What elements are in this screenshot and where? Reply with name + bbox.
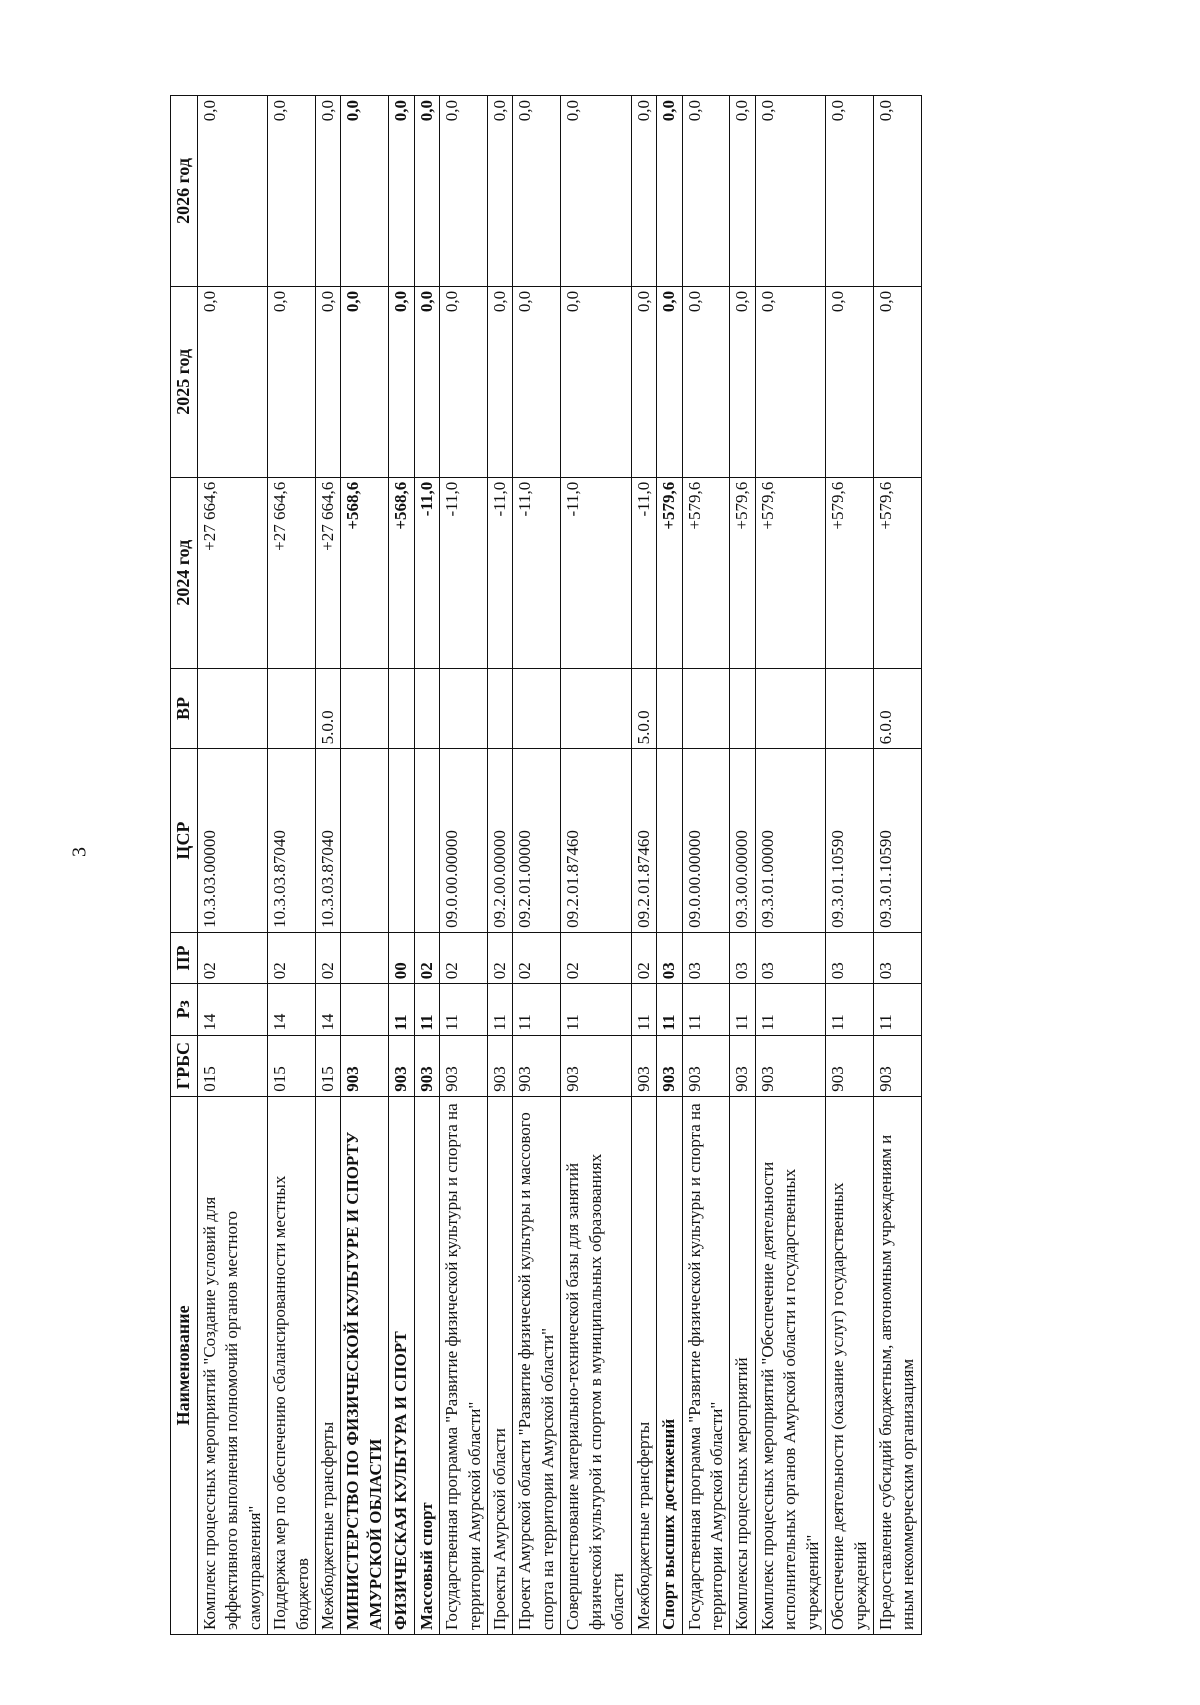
cell-rz: 11 xyxy=(631,984,656,1035)
cell-vr xyxy=(197,668,267,749)
cell-name: Спорт высших достижений xyxy=(657,1096,682,1634)
cell-grbs: 903 xyxy=(440,1035,488,1096)
cell-csr xyxy=(414,749,439,933)
cell-pr: 03 xyxy=(755,932,825,983)
table-row xyxy=(440,96,488,1635)
cell-name: Комплекс процессных мероприятий "Обеспечение деятельности исполнительных органов Амурской области и государственных учреждений" xyxy=(755,1096,825,1634)
cell-csr xyxy=(389,749,414,933)
table-row xyxy=(513,96,561,1635)
cell-2025: 0,0 xyxy=(440,286,488,477)
cell-name: ФИЗИЧЕСКАЯ КУЛЬТУРА И СПОРТ xyxy=(389,1096,414,1634)
cell-2026: 0,0 xyxy=(561,96,631,287)
cell-2026: 0,0 xyxy=(730,96,755,287)
table-row xyxy=(755,96,825,1635)
cell-2024: -11,0 xyxy=(440,477,488,668)
cell-2024: +579,6 xyxy=(730,477,755,668)
cell-2025: 0,0 xyxy=(657,286,682,477)
cell-pr: 02 xyxy=(631,932,656,983)
cell-vr xyxy=(488,668,513,749)
cell-name: Проект Амурской области "Развитие физической культуры и массового спорта на территории Амурской области" xyxy=(513,1096,561,1634)
cell-2024: -11,0 xyxy=(561,477,631,668)
header-grbs: ГРБС xyxy=(171,1035,198,1096)
cell-2026: 0,0 xyxy=(682,96,730,287)
rotated-page-content xyxy=(170,95,1050,1635)
cell-2025: 0,0 xyxy=(561,286,631,477)
cell-2025: 0,0 xyxy=(755,286,825,477)
cell-2024: +579,6 xyxy=(755,477,825,668)
header-name: Наименование xyxy=(171,1096,198,1634)
cell-csr xyxy=(657,749,682,933)
cell-grbs: 903 xyxy=(874,1035,922,1096)
cell-pr: 02 xyxy=(561,932,631,983)
table-row xyxy=(414,96,439,1635)
cell-rz: 11 xyxy=(414,984,439,1035)
cell-2024: +27 664,6 xyxy=(268,477,316,668)
cell-2024: +579,6 xyxy=(682,477,730,668)
cell-rz: 11 xyxy=(826,984,874,1035)
cell-rz: 11 xyxy=(561,984,631,1035)
cell-vr: 5.0.0 xyxy=(315,668,340,749)
cell-rz: 11 xyxy=(488,984,513,1035)
cell-pr: 02 xyxy=(197,932,267,983)
cell-grbs: 015 xyxy=(315,1035,340,1096)
cell-2025: 0,0 xyxy=(341,286,389,477)
cell-2024: +27 664,6 xyxy=(197,477,267,668)
cell-csr: 10.3.03.87040 xyxy=(268,749,316,933)
cell-grbs: 903 xyxy=(657,1035,682,1096)
cell-pr: 02 xyxy=(315,932,340,983)
header-2024: 2024 год xyxy=(171,477,198,668)
cell-2025: 0,0 xyxy=(389,286,414,477)
cell-vr xyxy=(561,668,631,749)
cell-grbs: 015 xyxy=(268,1035,316,1096)
cell-2026: 0,0 xyxy=(755,96,825,287)
table-row xyxy=(315,96,340,1635)
table-row xyxy=(730,96,755,1635)
cell-grbs: 903 xyxy=(631,1035,656,1096)
cell-rz: 14 xyxy=(197,984,267,1035)
cell-grbs: 903 xyxy=(341,1035,389,1096)
cell-2026: 0,0 xyxy=(513,96,561,287)
cell-rz: 11 xyxy=(657,984,682,1035)
cell-2025: 0,0 xyxy=(513,286,561,477)
cell-name: Предоставление субсидий бюджетным, автономным учреждениям и иным некоммерческим организациям xyxy=(874,1096,922,1634)
cell-2026: 0,0 xyxy=(315,96,340,287)
cell-pr xyxy=(341,932,389,983)
cell-rz: 11 xyxy=(389,984,414,1035)
table-row xyxy=(268,96,316,1635)
cell-vr xyxy=(730,668,755,749)
cell-csr: 09.3.01.10590 xyxy=(874,749,922,933)
cell-2025: 0,0 xyxy=(268,286,316,477)
cell-name: МИНИСТЕРСТВО ПО ФИЗИЧЕСКОЙ КУЛЬТУРЕ И СПОРТУ АМУРСКОЙ ОБЛАСТИ xyxy=(341,1096,389,1634)
cell-grbs: 903 xyxy=(755,1035,825,1096)
cell-rz xyxy=(341,984,389,1035)
cell-grbs: 903 xyxy=(414,1035,439,1096)
cell-csr: 09.2.01.00000 xyxy=(513,749,561,933)
cell-2025: 0,0 xyxy=(874,286,922,477)
cell-2024: -11,0 xyxy=(513,477,561,668)
header-2025: 2025 год xyxy=(171,286,198,477)
cell-pr: 00 xyxy=(389,932,414,983)
table-header-row xyxy=(171,96,198,1635)
cell-grbs: 903 xyxy=(513,1035,561,1096)
cell-name: Поддержка мер по обеспечению сбалансированности местных бюджетов xyxy=(268,1096,316,1634)
cell-pr: 03 xyxy=(682,932,730,983)
cell-name: Государственная программа "Развитие физической культуры и спорта на территории Амурской области" xyxy=(440,1096,488,1634)
cell-pr: 02 xyxy=(440,932,488,983)
cell-vr xyxy=(268,668,316,749)
cell-grbs: 903 xyxy=(488,1035,513,1096)
cell-2026: 0,0 xyxy=(197,96,267,287)
cell-name: Комплексы процессных мероприятий xyxy=(730,1096,755,1634)
cell-vr xyxy=(341,668,389,749)
header-pr: ПР xyxy=(171,932,198,983)
cell-vr xyxy=(414,668,439,749)
cell-name: Проекты Амурской области xyxy=(488,1096,513,1634)
table-row xyxy=(657,96,682,1635)
cell-rz: 11 xyxy=(874,984,922,1035)
table-row xyxy=(874,96,922,1635)
cell-2026: 0,0 xyxy=(488,96,513,287)
cell-csr: 10.3.03.00000 xyxy=(197,749,267,933)
header-csr: ЦСР xyxy=(171,749,198,933)
cell-2025: 0,0 xyxy=(826,286,874,477)
cell-2025: 0,0 xyxy=(682,286,730,477)
cell-pr: 03 xyxy=(657,932,682,983)
cell-csr xyxy=(341,749,389,933)
cell-2026: 0,0 xyxy=(414,96,439,287)
cell-pr: 02 xyxy=(268,932,316,983)
cell-rz: 11 xyxy=(755,984,825,1035)
cell-vr xyxy=(826,668,874,749)
cell-2026: 0,0 xyxy=(389,96,414,287)
cell-rz: 11 xyxy=(682,984,730,1035)
cell-pr: 02 xyxy=(513,932,561,983)
cell-2026: 0,0 xyxy=(440,96,488,287)
cell-vr xyxy=(513,668,561,749)
cell-rz: 14 xyxy=(268,984,316,1035)
cell-csr: 10.3.03.87040 xyxy=(315,749,340,933)
table-row xyxy=(488,96,513,1635)
cell-2025: 0,0 xyxy=(730,286,755,477)
table-row xyxy=(631,96,656,1635)
cell-2024: +579,6 xyxy=(874,477,922,668)
cell-name: Комплекс процессных мероприятий "Создание условий для эффективного выполнения полномочий органов местного самоуправления" xyxy=(197,1096,267,1634)
cell-name: Совершенствование материально-технической базы для занятий физической культурой и спортом в муниципальных образованиях области xyxy=(561,1096,631,1634)
cell-vr xyxy=(389,668,414,749)
cell-2024: -11,0 xyxy=(414,477,439,668)
cell-grbs: 903 xyxy=(561,1035,631,1096)
cell-2026: 0,0 xyxy=(341,96,389,287)
cell-pr: 03 xyxy=(874,932,922,983)
cell-2025: 0,0 xyxy=(631,286,656,477)
cell-2025: 0,0 xyxy=(197,286,267,477)
cell-name: Государственная программа "Развитие физической культуры и спорта на территории Амурской области" xyxy=(682,1096,730,1634)
cell-rz: 11 xyxy=(440,984,488,1035)
cell-2026: 0,0 xyxy=(268,96,316,287)
cell-csr: 09.2.01.87460 xyxy=(631,749,656,933)
cell-2024: +579,6 xyxy=(657,477,682,668)
cell-name: Обеспечение деятельности (оказание услуг) государственных учреждений xyxy=(826,1096,874,1634)
page-number: 3 xyxy=(68,847,91,857)
budget-table xyxy=(170,95,922,1635)
header-2026: 2026 год xyxy=(171,96,198,287)
cell-vr xyxy=(440,668,488,749)
cell-2026: 0,0 xyxy=(631,96,656,287)
cell-2026: 0,0 xyxy=(826,96,874,287)
cell-2024: +568,6 xyxy=(341,477,389,668)
cell-grbs: 903 xyxy=(826,1035,874,1096)
cell-vr xyxy=(682,668,730,749)
cell-2025: 0,0 xyxy=(414,286,439,477)
cell-name: Межбюджетные трансферты xyxy=(631,1096,656,1634)
cell-2024: -11,0 xyxy=(488,477,513,668)
table-row xyxy=(389,96,414,1635)
cell-vr: 5.0.0 xyxy=(631,668,656,749)
cell-2026: 0,0 xyxy=(874,96,922,287)
cell-grbs: 903 xyxy=(730,1035,755,1096)
cell-rz: 11 xyxy=(730,984,755,1035)
table-row xyxy=(682,96,730,1635)
header-rz: Рз xyxy=(171,984,198,1035)
table-row xyxy=(561,96,631,1635)
cell-vr xyxy=(755,668,825,749)
cell-2024: +27 664,6 xyxy=(315,477,340,668)
table-row xyxy=(341,96,389,1635)
cell-csr: 09.3.01.10590 xyxy=(826,749,874,933)
cell-name: Межбюджетные трансферты xyxy=(315,1096,340,1634)
cell-rz: 11 xyxy=(513,984,561,1035)
cell-pr: 02 xyxy=(488,932,513,983)
cell-rz: 14 xyxy=(315,984,340,1035)
cell-csr: 09.2.00.00000 xyxy=(488,749,513,933)
cell-2024: -11,0 xyxy=(631,477,656,668)
cell-2026: 0,0 xyxy=(657,96,682,287)
cell-pr: 03 xyxy=(730,932,755,983)
header-vr: ВР xyxy=(171,668,198,749)
table-row xyxy=(197,96,267,1635)
cell-vr xyxy=(657,668,682,749)
table-row xyxy=(826,96,874,1635)
cell-2024: +568,6 xyxy=(389,477,414,668)
cell-grbs: 015 xyxy=(197,1035,267,1096)
cell-csr: 09.0.00.00000 xyxy=(440,749,488,933)
cell-2025: 0,0 xyxy=(488,286,513,477)
cell-pr: 02 xyxy=(414,932,439,983)
cell-vr: 6.0.0 xyxy=(874,668,922,749)
cell-csr: 09.3.01.00000 xyxy=(755,749,825,933)
cell-2024: +579,6 xyxy=(826,477,874,668)
cell-csr: 09.0.00.00000 xyxy=(682,749,730,933)
cell-grbs: 903 xyxy=(682,1035,730,1096)
cell-name: Массовый спорт xyxy=(414,1096,439,1634)
cell-csr: 09.3.00.00000 xyxy=(730,749,755,933)
cell-csr: 09.2.01.87460 xyxy=(561,749,631,933)
cell-pr: 03 xyxy=(826,932,874,983)
cell-grbs: 903 xyxy=(389,1035,414,1096)
table-body xyxy=(197,96,921,1635)
cell-2025: 0,0 xyxy=(315,286,340,477)
